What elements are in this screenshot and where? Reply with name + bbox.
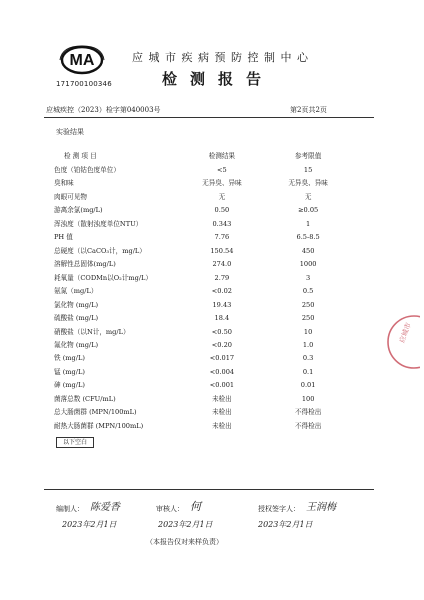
row-result: 2.79 xyxy=(214,273,230,282)
row-item: 硝酸盐（以N计，mg/L） xyxy=(54,327,130,336)
signature-divider xyxy=(44,489,374,490)
row-item: 砷 (mg/L) xyxy=(54,381,85,390)
row-item: 氯化物 (mg/L) xyxy=(54,300,99,309)
row-result: 0.50 xyxy=(214,206,230,215)
row-limit: 6.5-8.5 xyxy=(296,233,320,242)
row-item: 浑浊度（散射浊度单位NTU） xyxy=(54,219,143,228)
reviewed-date: 2023年2月1日 xyxy=(158,520,213,529)
header-divider xyxy=(44,117,374,118)
results-table xyxy=(54,150,354,433)
table-row xyxy=(54,285,354,298)
organization-name: 应城市疾病预防控制中心 xyxy=(132,51,314,64)
certificate-number: 171700100346 xyxy=(56,80,112,88)
row-limit: 无 xyxy=(304,192,312,201)
row-result: 274.0 xyxy=(212,260,232,269)
section-title: 实验结果 xyxy=(56,128,84,136)
row-result: 19.43 xyxy=(212,300,232,309)
table-row xyxy=(54,406,354,419)
row-limit: 15 xyxy=(303,165,313,174)
table-row xyxy=(54,163,354,176)
row-limit: 250 xyxy=(301,300,315,309)
row-item: 硫酸盐 (mg/L) xyxy=(54,314,99,323)
header-result: 检测结果 xyxy=(208,152,236,161)
row-result: 未检出 xyxy=(212,421,232,430)
report-reference: 应城疾控（2023）检字第040003号 xyxy=(46,106,161,114)
header-item: 检 测 项 目 xyxy=(64,152,97,161)
table-row xyxy=(54,392,354,405)
row-result: 未检出 xyxy=(212,408,232,417)
table-row xyxy=(54,352,354,365)
row-limit: 450 xyxy=(301,246,315,255)
row-item: 臭和味 xyxy=(54,179,74,188)
row-limit: ≥0.05 xyxy=(298,206,319,215)
row-item: 肉眼可见物 xyxy=(54,192,87,201)
row-item: 耗氧量（CODMn以O₂计mg/L） xyxy=(54,273,153,282)
row-result: 18.4 xyxy=(214,314,230,323)
row-limit: 0.01 xyxy=(300,381,316,390)
row-result: <0.50 xyxy=(211,327,232,336)
row-result: 未检出 xyxy=(212,394,232,403)
table-row xyxy=(54,271,354,284)
row-limit: 0.5 xyxy=(302,287,314,296)
header-limit: 参考限值 xyxy=(294,152,322,161)
row-result: 无异臭、异味 xyxy=(202,179,242,188)
table-row xyxy=(54,298,354,311)
row-limit: 不得检出 xyxy=(294,408,322,417)
row-result: 0.343 xyxy=(212,219,232,228)
approved-by-label: 授权签字人： xyxy=(258,505,300,513)
row-limit: 1000 xyxy=(299,260,317,269)
table-row xyxy=(54,379,354,392)
report-footnote: （本报告仅对来样负责） xyxy=(146,538,223,546)
below-blank-note: 以下空白 xyxy=(56,437,94,448)
page-indicator: 第2页共2页 xyxy=(290,106,327,114)
table-row xyxy=(54,217,354,230)
row-limit: 10 xyxy=(303,327,313,336)
row-limit: 0.1 xyxy=(302,367,314,376)
row-item: 铁 (mg/L) xyxy=(54,354,85,363)
table-row xyxy=(54,244,354,257)
report-title: 检测报告 xyxy=(162,70,275,88)
row-limit: 不得检出 xyxy=(294,421,322,430)
row-result: 无 xyxy=(218,192,226,201)
row-limit: 250 xyxy=(301,314,315,323)
row-item: 氨氮（mg/L） xyxy=(54,287,98,296)
row-result: <0.02 xyxy=(211,287,232,296)
cma-logo-text: MA xyxy=(69,52,95,69)
row-item: 色度（铂钴色度单位） xyxy=(54,165,120,174)
row-item: 总硬度（以CaCO₃计，mg/L） xyxy=(54,246,146,255)
row-result: <0.017 xyxy=(209,354,235,363)
table-row xyxy=(54,258,354,271)
row-result: <0.001 xyxy=(209,381,235,390)
prepared-date: 2023年2月1日 xyxy=(62,520,117,529)
table-row xyxy=(54,325,354,338)
row-item: 总大肠菌群 (MPN/100mL) xyxy=(54,408,137,417)
row-limit: 100 xyxy=(301,394,315,403)
approved-date: 2023年2月1日 xyxy=(258,520,313,529)
prepared-by-label: 编制人： xyxy=(56,505,84,513)
table-row xyxy=(54,419,354,432)
row-limit: 无异臭、异味 xyxy=(288,179,328,188)
row-item: PH 值 xyxy=(54,233,73,242)
row-item: 氟化物 (mg/L) xyxy=(54,341,99,349)
svg-text:应城市: 应城市 xyxy=(398,321,413,345)
table-row xyxy=(54,190,354,203)
row-result: 7.76 xyxy=(214,233,230,242)
row-item: 游离余氯(mg/L) xyxy=(54,206,103,215)
prepared-by-signature: 陈爱香 xyxy=(90,502,120,513)
table-row xyxy=(54,339,354,352)
row-limit: 1.0 xyxy=(302,341,314,349)
row-result: <5 xyxy=(217,165,227,174)
table-header-row xyxy=(54,150,354,163)
cma-logo xyxy=(58,43,106,81)
reviewed-by-signature: 何 xyxy=(190,500,201,513)
reviewed-by-label: 审核人： xyxy=(156,505,184,513)
table-row xyxy=(54,204,354,217)
row-limit: 0.3 xyxy=(302,354,314,363)
row-item: 锰 (mg/L) xyxy=(54,367,85,376)
table-row xyxy=(54,231,354,244)
table-row xyxy=(54,312,354,325)
table-row xyxy=(54,177,354,190)
table-row xyxy=(54,366,354,379)
row-result: <0.004 xyxy=(209,367,235,376)
row-item: 溶解性总固体(mg/L) xyxy=(54,260,116,269)
row-item: 菌落总数 (CFU/mL) xyxy=(54,394,116,403)
row-limit: 3 xyxy=(306,273,311,282)
approved-by-signature: 王润梅 xyxy=(306,502,336,513)
row-item: 耐热大肠菌群 (MPN/100mL) xyxy=(54,421,144,430)
row-result: 150.54 xyxy=(210,246,234,255)
seal-stamp xyxy=(380,312,420,372)
row-result: <0.20 xyxy=(211,341,232,349)
row-limit: 1 xyxy=(306,219,311,228)
